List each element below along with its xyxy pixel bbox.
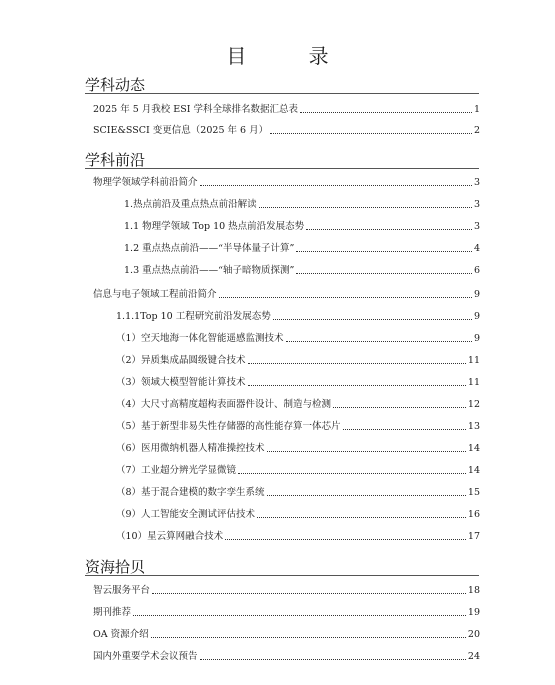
dot-leader (151, 637, 466, 638)
toc-entry-label: 1.热点前沿及重点热点前沿解读 (124, 199, 257, 210)
toc-entry-label: （4）大尺寸高精度超构表面器件设计、制造与检测 (116, 399, 332, 410)
toc-page-number: 15 (467, 487, 480, 498)
dot-leader (257, 517, 466, 518)
toc-page-number: 3 (473, 177, 480, 188)
toc-entry[interactable] (124, 219, 480, 233)
toc-entry[interactable] (116, 485, 480, 499)
toc-page-number: 1 (473, 104, 480, 115)
dot-leader (259, 207, 472, 208)
toc-entry[interactable] (116, 441, 480, 455)
toc-entry[interactable] (93, 627, 480, 641)
section-divider (85, 93, 479, 94)
toc-entry-label: （9）人工智能安全测试评估技术 (116, 509, 256, 520)
toc-page-number: 12 (467, 399, 480, 410)
toc-entry[interactable] (93, 583, 480, 597)
toc-page-number: 9 (473, 311, 480, 322)
toc-entry-label: 信息与电子领域工程前沿简介 (93, 289, 217, 300)
toc-page-number: 18 (467, 585, 480, 596)
dot-leader (270, 133, 472, 134)
toc-page-number: 17 (467, 531, 480, 542)
toc-entry[interactable] (116, 529, 480, 543)
dot-leader (286, 341, 472, 342)
toc-entry-label: （8）基于混合建模的数字孪生系统 (116, 487, 265, 498)
toc-entry[interactable] (116, 331, 480, 345)
section-heading-zihai-shibei: 资海拾贝 (85, 558, 146, 576)
dot-leader (152, 593, 466, 594)
dot-leader (219, 297, 472, 298)
dot-leader (248, 363, 466, 364)
toc-page-number: 6 (473, 265, 480, 276)
toc-entry-label: 2025 年 5 月我校 ESI 学科全球排名数据汇总表 (93, 104, 299, 115)
dot-leader (267, 451, 466, 452)
dot-leader (200, 659, 466, 660)
toc-page-number: 3 (473, 221, 480, 232)
toc-entry[interactable] (93, 175, 480, 189)
dot-leader (273, 319, 472, 320)
toc-entry[interactable] (124, 263, 480, 277)
toc-entry[interactable] (116, 463, 480, 477)
toc-entry-label: （6）医用微纳机器人精准操控技术 (116, 443, 265, 454)
dot-leader (306, 229, 472, 230)
toc-page-number: 11 (467, 377, 480, 388)
toc-entry-label: 1.1.1Top 10 工程研究前沿发展态势 (116, 311, 271, 322)
dot-leader (200, 185, 472, 186)
toc-entry[interactable] (93, 102, 480, 116)
section-divider (85, 168, 479, 169)
toc-page-number: 24 (467, 651, 480, 662)
toc-page-number: 9 (473, 333, 480, 344)
toc-page-number: 14 (467, 443, 480, 454)
toc-page-number: 4 (473, 243, 480, 254)
toc-entry-label: 1.3 重点热点前沿——“轴子暗物质探测” (124, 265, 295, 276)
toc-entry[interactable] (116, 419, 480, 433)
toc-entry[interactable] (116, 309, 480, 323)
toc-entry[interactable] (116, 507, 480, 521)
toc-page-number: 16 (467, 509, 480, 520)
toc-entry[interactable] (93, 649, 480, 663)
toc-entry-label: （10）星云算网融合技术 (116, 531, 224, 542)
dot-leader (133, 615, 466, 616)
toc-entry-label: （1）空天地海一体化智能遥感监测技术 (116, 333, 284, 344)
page-title: 目 录 (226, 44, 357, 68)
toc-page-number: 13 (467, 421, 480, 432)
dot-leader (248, 385, 466, 386)
dot-leader (300, 112, 472, 113)
toc-entry-label: 物理学领域学科前沿简介 (93, 177, 198, 188)
toc-entry-label: OA 资源介绍 (93, 629, 149, 640)
toc-entry[interactable] (116, 375, 480, 389)
toc-entry-label: 期刊推荐 (93, 607, 132, 618)
toc-entry-label: （7）工业超分辨光学显微镜 (116, 465, 237, 476)
section-heading-xueke-dongtai: 学科动态 (85, 76, 146, 94)
toc-entry[interactable] (93, 605, 480, 619)
toc-page-number: 20 (467, 629, 480, 640)
toc-entry-label: （5）基于新型非易失性存储器的高性能存算一体芯片 (116, 421, 341, 432)
toc-entry[interactable] (124, 197, 480, 211)
section-heading-xueke-qianyan: 学科前沿 (85, 151, 146, 169)
toc-entry[interactable] (93, 123, 480, 137)
toc-entry-label: 1.2 重点热点前沿——“半导体量子计算” (124, 243, 295, 254)
dot-leader (267, 495, 466, 496)
toc-entry-label: 国内外重要学术会议预告 (93, 651, 198, 662)
toc-entry-label: （2）异质集成晶圆级键合技术 (116, 355, 246, 366)
toc-entry-label: （3）领域大模型智能计算技术 (116, 377, 246, 388)
toc-entry[interactable] (124, 241, 480, 255)
toc-page-number: 14 (467, 465, 480, 476)
toc-page-number: 19 (467, 607, 480, 618)
toc-page-number: 9 (473, 289, 480, 300)
toc-page-number: 2 (473, 125, 480, 136)
dot-leader (296, 273, 472, 274)
toc-entry[interactable] (93, 287, 480, 301)
section-divider (85, 575, 479, 576)
toc-entry-label: 1.1 物理学领域 Top 10 热点前沿发展态势 (124, 221, 305, 232)
toc-entry-label: 智云服务平台 (93, 585, 151, 596)
dot-leader (238, 473, 466, 474)
dot-leader (333, 407, 466, 408)
toc-entry-label: SCIE&SSCI 变更信息（2025 年 6 月） (93, 125, 269, 136)
dot-leader (343, 429, 466, 430)
toc-page-number: 3 (473, 199, 480, 210)
toc-entry[interactable] (116, 353, 480, 367)
dot-leader (296, 251, 472, 252)
toc-entry[interactable] (116, 397, 480, 411)
dot-leader (225, 539, 466, 540)
toc-page-number: 11 (467, 355, 480, 366)
